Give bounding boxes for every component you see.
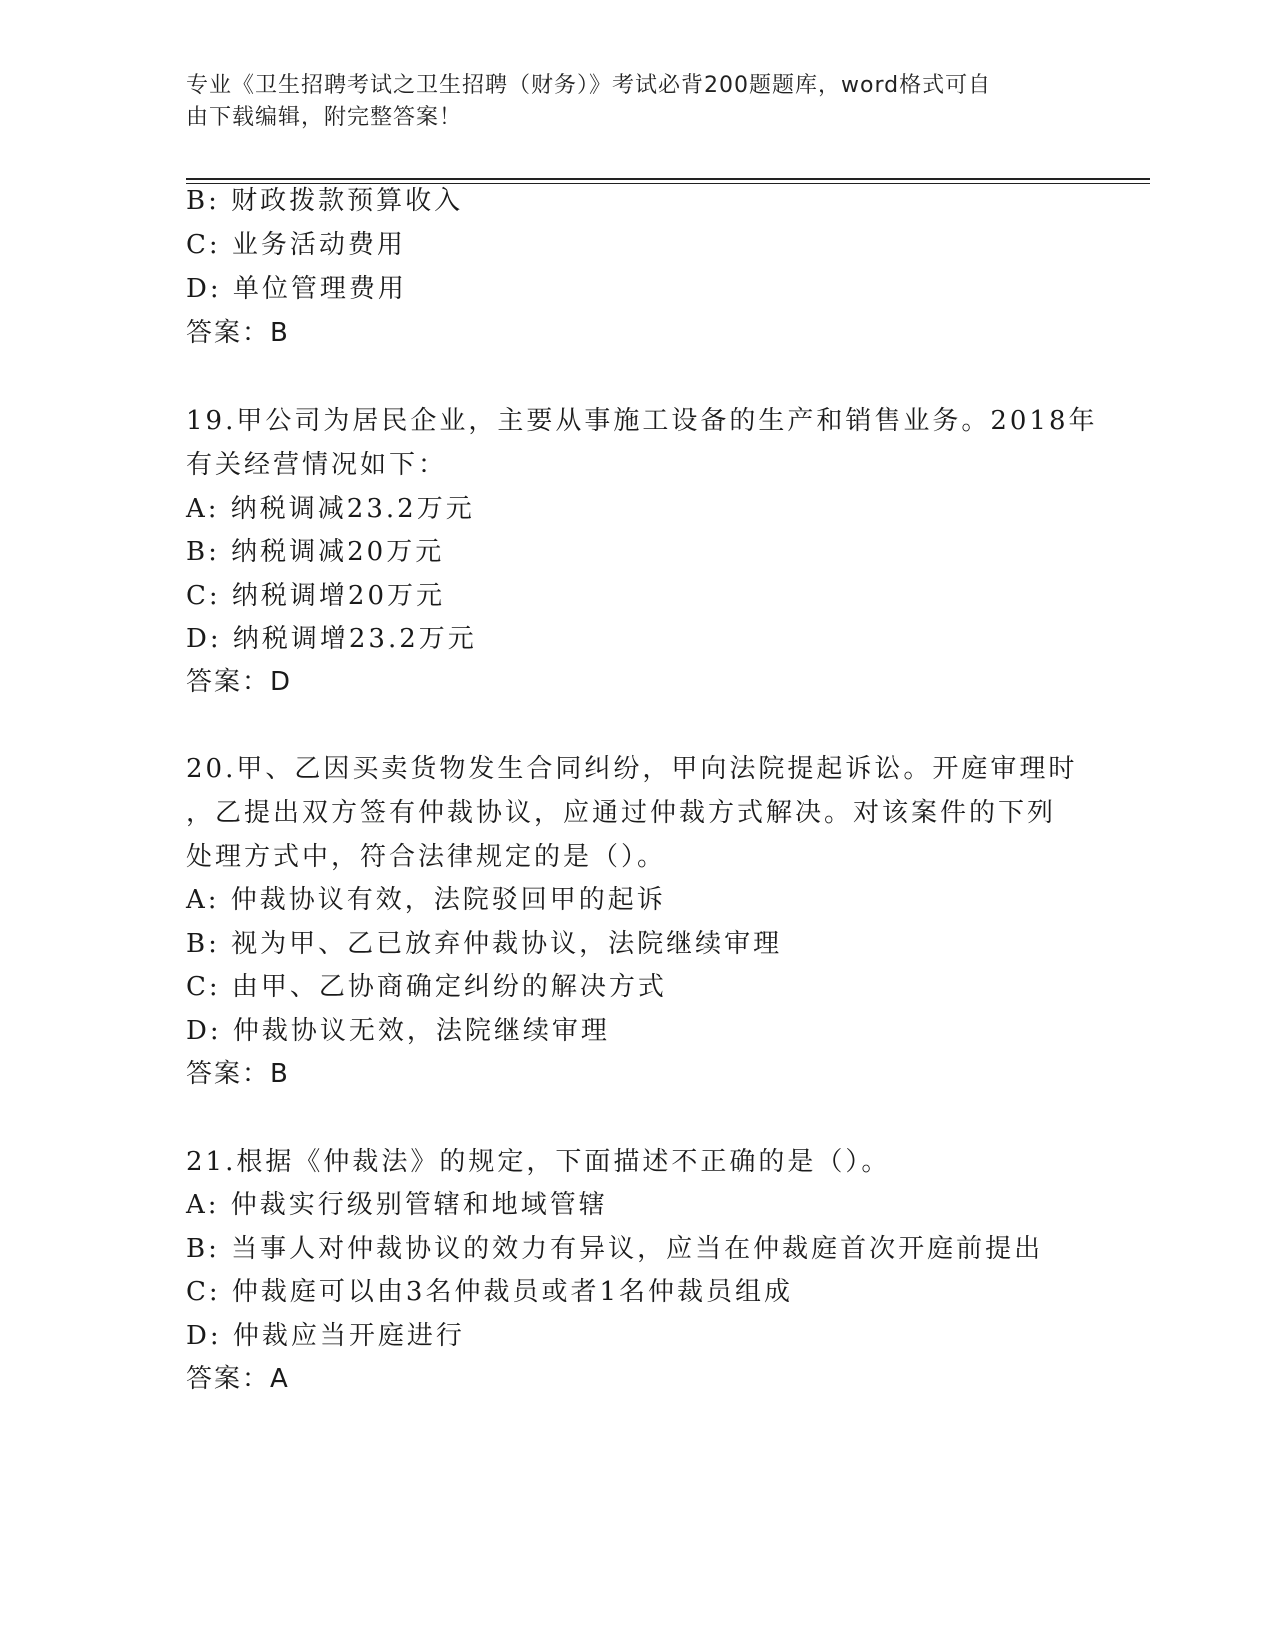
q21-option-d: D: 仲裁应当开庭进行 xyxy=(186,1321,465,1351)
q21-stem-line-1: 21.根据《仲裁法》的规定，下面描述不正确的是（）。 xyxy=(186,1147,891,1177)
q19-option-d: D: 纳税调增23.2万元 xyxy=(186,624,477,654)
q20-option-d: D: 仲裁协议无效，法院继续审理 xyxy=(186,1016,610,1046)
q20-option-a: A: 仲裁协议有效，法院驳回甲的起诉 xyxy=(186,885,666,915)
prev-answer: 答案：B xyxy=(186,318,290,348)
q20-option-b: B: 视为甲、乙已放弃仲裁协议，法院继续审理 xyxy=(186,929,783,959)
q20-stem-line-3: 处理方式中，符合法律规定的是（）。 xyxy=(186,842,667,872)
q20-option-c: C: 由甲、乙协商确定纠纷的解决方式 xyxy=(186,972,667,1002)
prev-option-b: B: 财政拨款预算收入 xyxy=(186,186,464,216)
q21-option-c: C: 仲裁庭可以由3名仲裁员或者1名仲裁员组成 xyxy=(186,1277,794,1307)
q21-answer: 答案：A xyxy=(186,1364,290,1394)
header-rule-thick xyxy=(186,178,1150,180)
header-line-2: 由下载编辑，附完整答案！ xyxy=(186,105,463,130)
q19-option-a: A: 纳税调减23.2万元 xyxy=(186,494,475,524)
header-line-1: 专业《卫生招聘考试之卫生招聘（财务）》考试必背200题题库，word格式可自 xyxy=(186,73,992,98)
q19-stem-line-1: 19.甲公司为居民企业，主要从事施工设备的生产和销售业务。2018年 xyxy=(186,406,1098,436)
q21-option-b: B: 当事人对仲裁协议的效力有异议，应当在仲裁庭首次开庭前提出 xyxy=(186,1234,1044,1264)
q20-answer: 答案：B xyxy=(186,1059,290,1089)
q19-answer: 答案：D xyxy=(186,667,293,697)
q21-option-a: A: 仲裁实行级别管辖和地域管辖 xyxy=(186,1190,608,1220)
document-header xyxy=(186,70,1066,134)
prev-option-c: C: 业务活动费用 xyxy=(186,230,406,260)
q20-stem-line-1: 20.甲、乙因买卖货物发生合同纠纷，甲向法院提起诉讼。开庭审理时 xyxy=(186,754,1078,784)
q20-stem-line-2: ，乙提出双方签有仲裁协议，应通过仲裁方式解决。对该案件的下列 xyxy=(186,798,1057,828)
prev-option-d: D: 单位管理费用 xyxy=(186,274,407,304)
q19-stem-line-2: 有关经营情况如下： xyxy=(186,450,448,480)
q19-option-b: B: 纳税调减20万元 xyxy=(186,537,445,567)
q19-option-c: C: 纳税调增20万元 xyxy=(186,581,446,611)
